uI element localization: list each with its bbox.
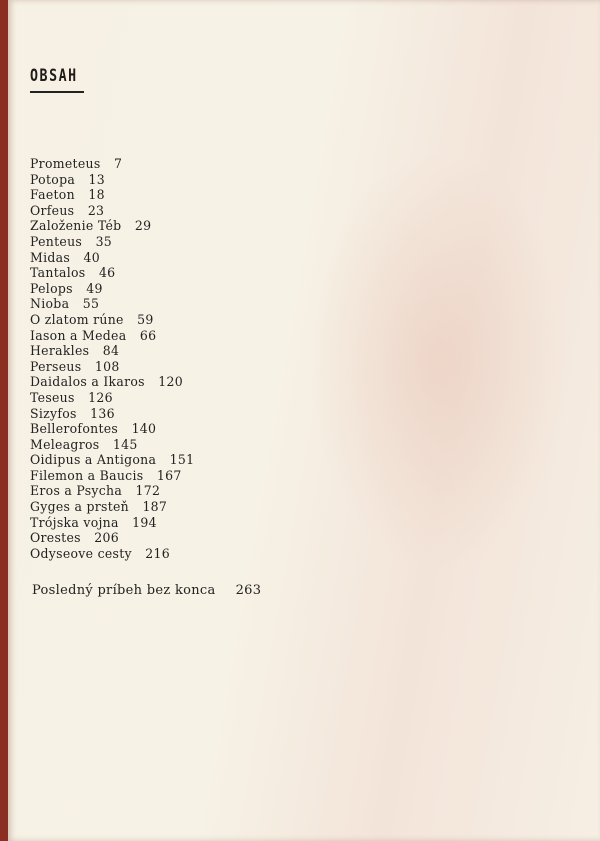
- toc-entry-page: 40: [83, 250, 100, 266]
- toc-entry: [30, 469, 194, 485]
- toc-entry-title: Posledný príbeh bez konca: [32, 583, 216, 598]
- toc-entry-title: Orfeus: [30, 203, 75, 219]
- toc-entry-title: Herakles: [30, 344, 90, 360]
- toc-entry-page: 140: [131, 422, 157, 438]
- toc-entry: [30, 438, 194, 454]
- toc-entry-page: 7: [113, 157, 123, 172]
- toc-entry-page: 18: [88, 188, 105, 204]
- toc-entry-page: 126: [88, 390, 113, 406]
- table-of-contents: [30, 157, 194, 562]
- toc-entry: [30, 251, 194, 267]
- toc-entry-title: Meleagros: [30, 437, 100, 453]
- toc-entry-title: Odyseove cesty: [30, 546, 132, 562]
- toc-entry: [30, 157, 194, 173]
- toc-entry-page: 216: [145, 546, 170, 562]
- toc-entry-page: 46: [98, 266, 116, 282]
- toc-entry-title: Trójska vojna: [30, 515, 119, 531]
- toc-entry-title: Daidalos a Ikaros: [30, 375, 145, 391]
- toc-final-entry: [32, 583, 261, 598]
- toc-entry-page: 167: [156, 468, 182, 484]
- toc-entry: [30, 329, 194, 345]
- heading-underline: [30, 91, 84, 93]
- toc-entry-page: 172: [135, 484, 161, 500]
- toc-entry-title: Prometeus: [30, 157, 101, 172]
- toc-entry-page: 187: [142, 500, 168, 516]
- toc-entry-page: 23: [87, 203, 105, 219]
- toc-entry-page: 13: [88, 172, 106, 188]
- toc-entry: [30, 344, 194, 360]
- toc-entry: [30, 484, 194, 500]
- toc-entry-page: 120: [158, 375, 183, 391]
- toc-entry: [30, 173, 194, 189]
- toc-entry: [30, 391, 194, 407]
- toc-entry-title: Bellerofontes: [30, 422, 119, 438]
- toc-entry: [30, 282, 194, 298]
- toc-entry-page: 35: [95, 234, 113, 250]
- toc-entry: [30, 266, 194, 282]
- toc-entry: [30, 235, 194, 251]
- toc-entry-title: Založenie Téb: [30, 219, 122, 235]
- toc-entry: [30, 360, 194, 376]
- toc-entry-title: Pelops: [30, 281, 73, 297]
- toc-entry-title: Perseus: [30, 359, 82, 375]
- toc-entry-title: Oidipus a Antigona: [30, 453, 157, 469]
- toc-entry-page: 49: [86, 281, 103, 297]
- toc-entry-page: 55: [82, 297, 100, 313]
- toc-entry-title: Tantalos: [30, 266, 86, 282]
- toc-entry-title: Nioba: [30, 297, 70, 313]
- toc-entry-page: 145: [112, 437, 138, 453]
- toc-entry: [30, 219, 194, 235]
- toc-entry-title: Faeton: [30, 188, 75, 204]
- toc-entry: [30, 407, 194, 423]
- toc-entry: [30, 531, 194, 547]
- toc-entry-page: 206: [94, 531, 119, 547]
- toc-entry-title: Penteus: [30, 234, 83, 250]
- toc-entry-page: 66: [139, 328, 157, 344]
- toc-entry: [30, 453, 194, 469]
- toc-entry: [30, 313, 194, 329]
- contents-heading: OBSAH: [30, 66, 78, 86]
- toc-entry-page: 151: [169, 453, 195, 469]
- toc-entry: [30, 375, 194, 391]
- toc-entry-page: 108: [94, 359, 120, 375]
- book-page: [8, 0, 600, 841]
- toc-entry-page: 263: [235, 583, 262, 598]
- toc-entry: [30, 547, 194, 563]
- toc-entry-page: 136: [90, 406, 115, 422]
- toc-entry: [30, 204, 194, 220]
- toc-entry-title: Potopa: [30, 172, 76, 188]
- toc-entry: [30, 297, 194, 313]
- toc-entry-page: 59: [137, 312, 154, 328]
- toc-entry-title: Gyges a prsteň: [30, 500, 130, 516]
- toc-entry: [30, 500, 194, 516]
- toc-entry-title: Iason a Medea: [30, 328, 127, 344]
- toc-entry-title: Teseus: [30, 390, 75, 406]
- toc-entry: [30, 422, 194, 438]
- toc-entry-title: Sizyfos: [30, 406, 77, 422]
- toc-entry-page: 194: [132, 515, 157, 531]
- toc-entry-title: O zlatom rúne: [30, 312, 124, 328]
- toc-entry-title: Filemon a Baucis: [30, 468, 144, 484]
- toc-entry: [30, 516, 194, 532]
- toc-entry-page: 84: [102, 344, 120, 360]
- toc-entry-page: 29: [134, 219, 152, 235]
- toc-entry-title: Eros a Psycha: [30, 484, 123, 500]
- toc-entry-title: Orestes: [30, 531, 81, 547]
- toc-entry-title: Midas: [30, 250, 71, 266]
- toc-entry: [30, 188, 194, 204]
